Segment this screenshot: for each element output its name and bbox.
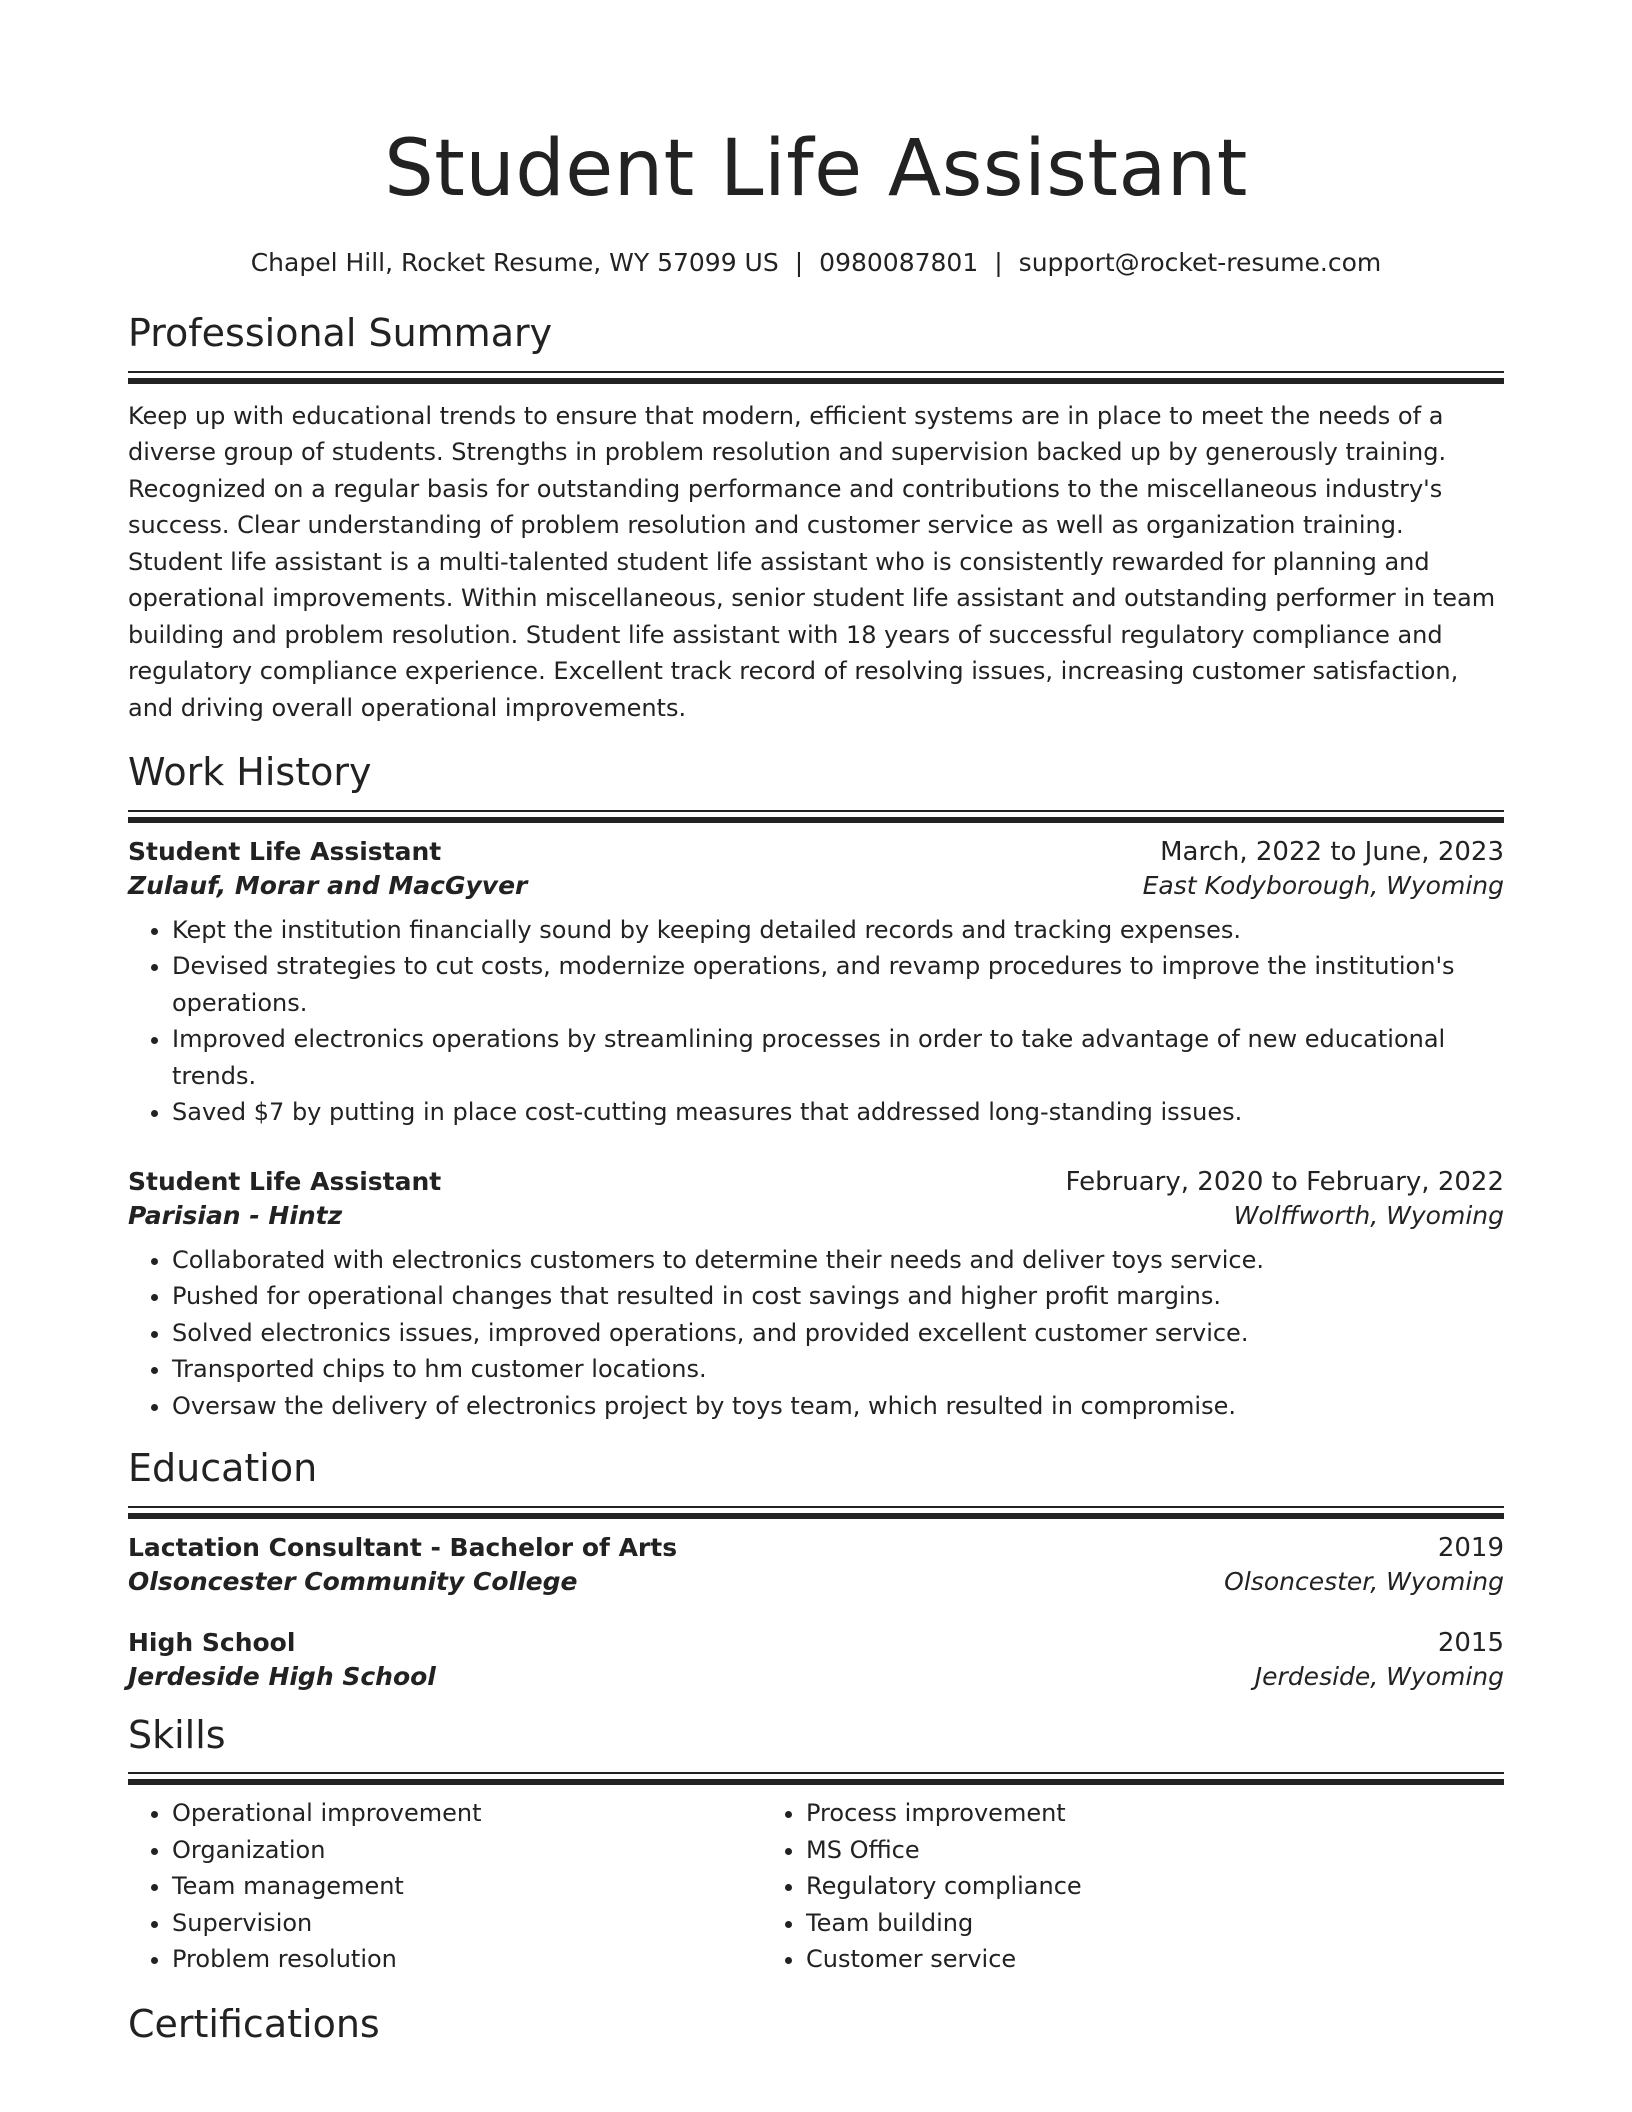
job-bullets xyxy=(128,912,1504,1131)
section-divider xyxy=(128,810,1504,823)
education-year: 2015 xyxy=(1437,1627,1504,1658)
contact-address: Chapel Hill, Rocket Resume, WY 57099 US xyxy=(250,248,779,277)
job-location: Wolffworth, Wyoming xyxy=(1233,1200,1504,1230)
certifications-section xyxy=(128,2002,1504,2048)
certifications-title: Certifications xyxy=(128,2001,380,2046)
education-title: Education xyxy=(128,1446,318,1491)
education-location: Jerdeside, Wyoming xyxy=(1254,1661,1504,1691)
skills-column-left xyxy=(128,1795,762,1978)
resume-name: Student Life Assistant xyxy=(384,124,1248,214)
summary-text: Keep up with educational trends to ensure that modern, efficient systems are in place to meet the needs of a diverse group of students. Strengths in problem resolution and supervision backed up by generously training. Recognized on a regular basis for outstanding performance and contributions to the miscellaneous industry's success. Clear understanding of problem resolution and customer service as well as organization training. Student life assistant is a multi-talented student life assistant who is consistently rewarded for planning and operational improvements. Within miscellaneous, senior student life assistant and outstanding performer in team building and problem resolution. Student life assistant with 18 years of successful regulatory compliance and regulatory compliance experience. Excellent track record of resolving issues, increasing customer satisfaction, and driving overall operational improvements. xyxy=(128,401,1496,722)
contact-line xyxy=(128,248,1504,277)
list-item: • Team building xyxy=(806,1905,1396,1942)
list-item: • Solved electronics issues, improved operations, and provided excellent customer service. xyxy=(172,1315,1504,1352)
job-title: Student Life Assistant xyxy=(128,836,442,866)
list-item: • Transported chips to hm customer locations. xyxy=(172,1351,1504,1388)
education-degree: High School xyxy=(128,1627,296,1657)
job-title: Student Life Assistant xyxy=(128,1166,442,1196)
list-item: • Oversaw the delivery of electronics project by toys team, which resulted in compromise. xyxy=(172,1388,1504,1425)
contact-phone: 0980087801 xyxy=(819,248,979,277)
job-entry xyxy=(128,837,1504,1131)
list-item: • Kept the institution financially sound by keeping detailed records and tracking expenses. xyxy=(172,912,1504,949)
job-company: Zulauf, Morar and MacGyver xyxy=(128,870,528,900)
job-dates: March, 2022 to June, 2023 xyxy=(1160,836,1504,867)
list-item: • Pushed for operational changes that resulted in cost savings and higher profit margins. xyxy=(172,1278,1504,1315)
list-item: • MS Office xyxy=(806,1832,1396,1869)
education-entry xyxy=(128,1533,1504,1596)
list-item: • Problem resolution xyxy=(172,1941,762,1978)
contact-separator: | xyxy=(994,248,1003,277)
skills-section xyxy=(128,1713,1504,1978)
work-section xyxy=(128,750,1504,1424)
list-item: • Improved electronics operations by streamlining processes in order to take advantage of new educational trends. xyxy=(172,1021,1504,1094)
education-year: 2019 xyxy=(1437,1532,1504,1563)
list-item: • Saved $7 by putting in place cost-cutting measures that addressed long-standing issues. xyxy=(172,1094,1504,1131)
section-divider xyxy=(128,371,1504,384)
summary-title: Professional Summary xyxy=(128,311,553,355)
job-location: East Kodyborough, Wyoming xyxy=(1142,870,1504,900)
list-item: • Supervision xyxy=(172,1905,762,1942)
skills-title: Skills xyxy=(128,1712,226,1757)
education-location: Olsoncester, Wyoming xyxy=(1224,1566,1504,1596)
skills-column-right xyxy=(762,1795,1396,1978)
job-bullets xyxy=(128,1242,1504,1425)
section-divider xyxy=(128,1506,1504,1519)
job-dates: February, 2020 to February, 2022 xyxy=(1065,1166,1504,1197)
job-company: Parisian - Hintz xyxy=(128,1200,343,1230)
list-item: • Devised strategies to cut costs, modernize operations, and revamp procedures to improve the institution's operations. xyxy=(172,948,1504,1021)
list-item: • Process improvement xyxy=(806,1795,1396,1832)
list-item: • Regulatory compliance xyxy=(806,1868,1396,1905)
list-item: • Organization xyxy=(172,1832,762,1869)
contact-email[interactable]: support@rocket-resume.com xyxy=(1018,248,1382,277)
education-school: Jerdeside High School xyxy=(128,1661,436,1691)
job-entry xyxy=(128,1167,1504,1425)
list-item: • Team management xyxy=(172,1868,762,1905)
work-title: Work History xyxy=(128,750,372,795)
section-divider xyxy=(128,1772,1504,1785)
skills-list xyxy=(128,1795,1504,1978)
contact-separator: | xyxy=(794,248,804,277)
education-school: Olsoncester Community College xyxy=(128,1566,578,1596)
list-item: • Customer service xyxy=(806,1941,1396,1978)
list-item: • Collaborated with electronics customers to determine their needs and deliver toys service. xyxy=(172,1242,1504,1279)
education-degree: Lactation Consultant - Bachelor of Arts xyxy=(128,1532,678,1562)
list-item: • Operational improvement xyxy=(172,1795,762,1832)
education-section xyxy=(128,1446,1504,1691)
summary-section xyxy=(128,311,1504,726)
education-entry xyxy=(128,1628,1504,1691)
